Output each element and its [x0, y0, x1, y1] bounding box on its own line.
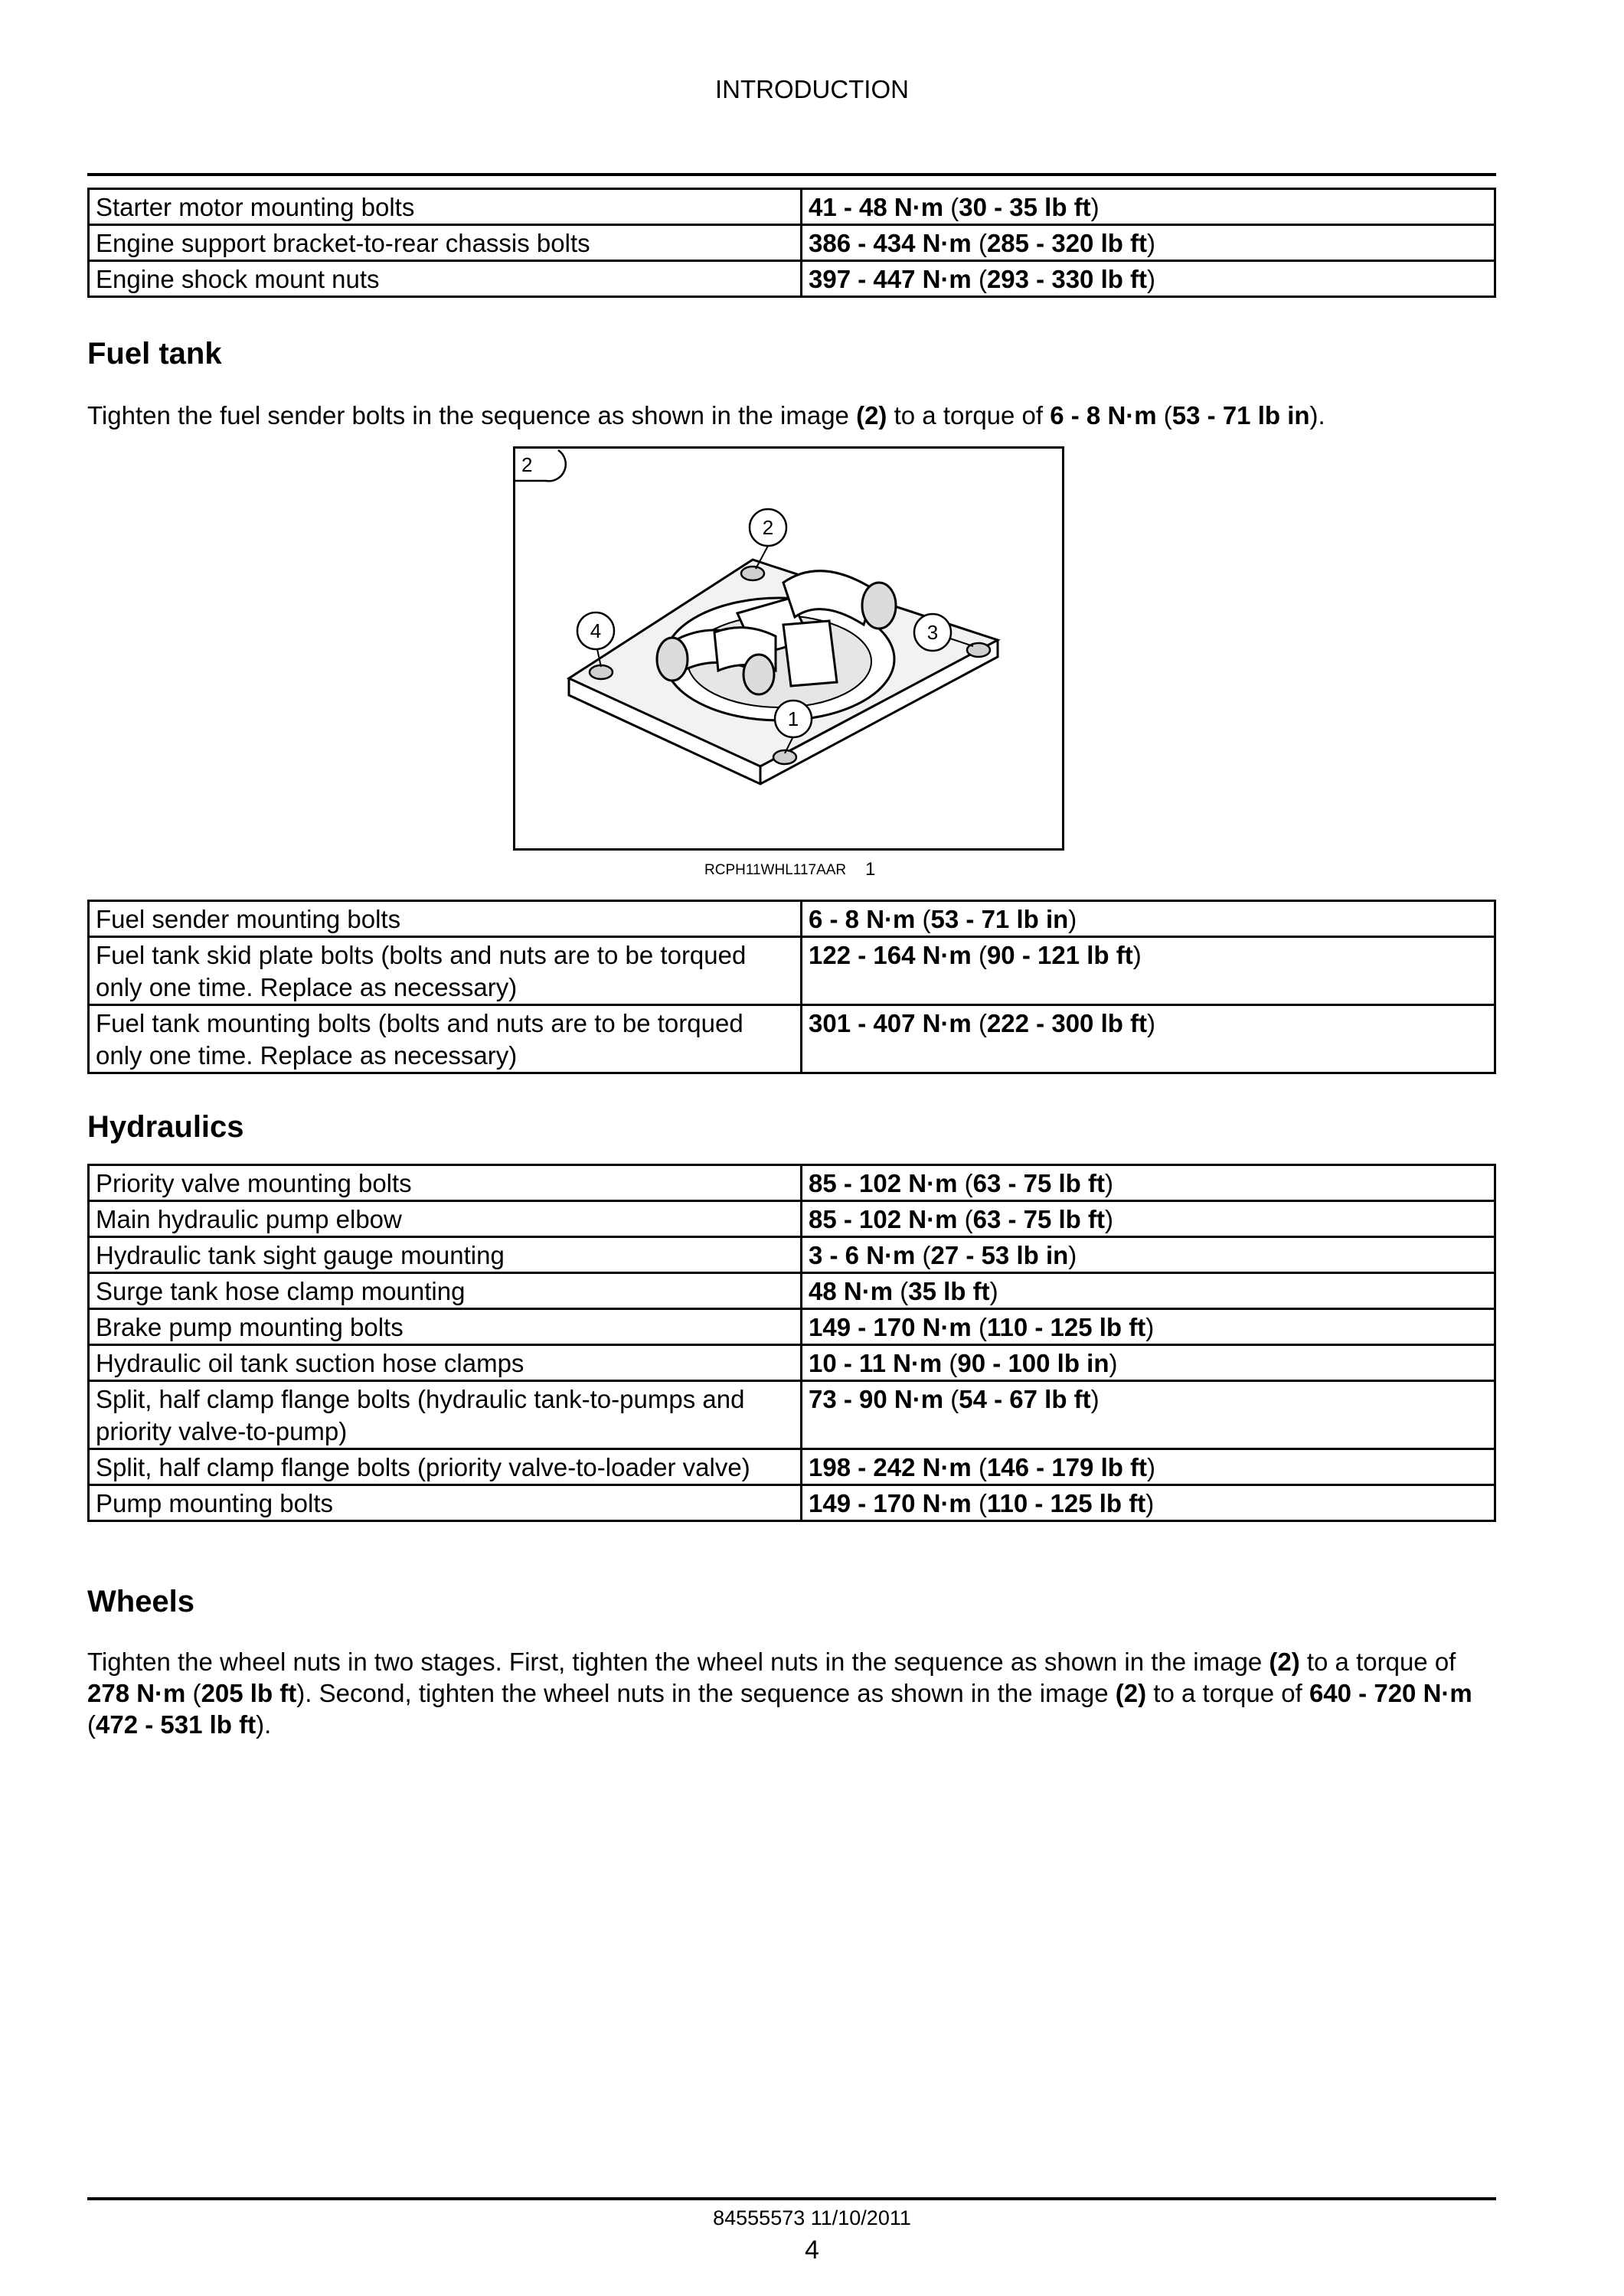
torque-item: Brake pump mounting bolts — [89, 1309, 802, 1345]
table-row — [89, 1273, 1495, 1309]
footer-rule — [87, 2197, 1496, 2200]
torque-item: Surge tank hose clamp mounting — [89, 1273, 802, 1309]
torque-value: 41 - 48 N·m (30 - 35 lb ft) — [802, 189, 1495, 225]
table-row — [89, 901, 1495, 937]
torque-value: 6 - 8 N·m (53 - 71 lb in) — [802, 901, 1495, 937]
callout-1-label: 1 — [787, 707, 799, 730]
figure-caption: RCPH11WHL117AAR — [704, 862, 847, 878]
pipe-end — [657, 638, 688, 681]
table-row — [89, 1309, 1495, 1345]
torque-item: Split, half clamp flange bolts (priority valve-to-loader valve) — [89, 1449, 802, 1485]
table-row — [89, 1201, 1495, 1237]
torque-value: 3 - 6 N·m (27 - 53 lb in) — [802, 1237, 1495, 1273]
torque-value: 48 N·m (35 lb ft) — [802, 1273, 1495, 1309]
section-heading-hydraulics: Hydraulics — [87, 1110, 244, 1144]
torque-item: Engine support bracket-to-rear chassis bolts — [89, 225, 802, 261]
torque-value: 386 - 434 N·m (285 - 320 lb ft) — [802, 225, 1495, 261]
torque-item: Hydraulic tank sight gauge mounting — [89, 1237, 802, 1273]
torque-item: Engine shock mount nuts — [89, 261, 802, 297]
document-id: 84555573 11/10/2011 — [713, 2206, 911, 2229]
page-number: 4 — [805, 2236, 819, 2265]
torque-item: Priority valve mounting bolts — [89, 1165, 802, 1201]
callout-2-label: 2 — [762, 516, 774, 539]
torque-value: 85 - 102 N·m (63 - 75 lb ft) — [802, 1201, 1495, 1237]
figure-number: 1 — [865, 859, 876, 880]
fuel-sender-figure — [513, 446, 1064, 851]
bolt-2-icon — [741, 567, 764, 580]
table-row — [89, 1005, 1495, 1073]
table-row — [89, 1381, 1495, 1449]
corner-label: 2 — [521, 453, 533, 476]
torque-item: Fuel sender mounting bolts — [89, 901, 802, 937]
bolt-4-icon — [590, 665, 613, 679]
torque-value: 149 - 170 N·m (110 - 125 lb ft) — [802, 1309, 1495, 1345]
fuel-sender-illustration — [515, 449, 1062, 848]
torque-value: 73 - 90 N·m (54 - 67 lb ft) — [802, 1381, 1495, 1449]
running-header: INTRODUCTION — [715, 75, 909, 103]
header-rule — [87, 173, 1496, 176]
torque-item: Fuel tank mounting bolts (bolts and nuts are to be torqued only one time. Replace as necessary) — [89, 1005, 802, 1073]
section-heading-fuel-tank: Fuel tank — [87, 337, 222, 371]
table-row — [89, 1237, 1495, 1273]
table-row — [89, 225, 1495, 261]
connector-block — [783, 621, 837, 686]
torque-value: 10 - 11 N·m (90 - 100 lb in) — [802, 1345, 1495, 1381]
callout-4-label: 4 — [590, 619, 602, 642]
torque-value: 85 - 102 N·m (63 - 75 lb ft) — [802, 1165, 1495, 1201]
torque-item: Pump mounting bolts — [89, 1485, 802, 1521]
callout-3-label: 3 — [926, 621, 939, 644]
pipe-end — [862, 583, 896, 629]
table-row — [89, 1165, 1495, 1201]
torque-item: Main hydraulic pump elbow — [89, 1201, 802, 1237]
torque-value: 301 - 407 N·m (222 - 300 lb ft) — [802, 1005, 1495, 1073]
torque-item: Starter motor mounting bolts — [89, 189, 802, 225]
table-row — [89, 189, 1495, 225]
wheels-instruction: Tighten the wheel nuts in two stages. First, tighten the wheel nuts in the sequence as shown in the image (2) to a torque of 278 N·m (205 lb ft). Second, tighten the wheel nuts in the sequence as shown in the image (2) to a torque of 640 - 720 N·m (472 - 531 lb ft). — [87, 1648, 1472, 1739]
torque-value: 149 - 170 N·m (110 - 125 lb ft) — [802, 1485, 1495, 1521]
pipe-end — [743, 655, 774, 694]
table-row — [89, 1345, 1495, 1381]
table-row — [89, 1485, 1495, 1521]
torque-value: 122 - 164 N·m (90 - 121 lb ft) — [802, 937, 1495, 1005]
engine-torque-table — [87, 188, 1496, 298]
table-row — [89, 937, 1495, 1005]
fuel-tank-instruction: Tighten the fuel sender bolts in the sequence as shown in the image (2) to a torque of 6 - 8 N·m (53 - 71 lb in). — [87, 401, 1325, 429]
section-heading-wheels: Wheels — [87, 1585, 195, 1618]
torque-value: 397 - 447 N·m (293 - 330 lb ft) — [802, 261, 1495, 297]
torque-item: Hydraulic oil tank suction hose clamps — [89, 1345, 802, 1381]
table-row — [89, 1449, 1495, 1485]
torque-value: 198 - 242 N·m (146 - 179 lb ft) — [802, 1449, 1495, 1485]
torque-item: Split, half clamp flange bolts (hydraulic tank-to-pumps and priority valve-to-pump) — [89, 1381, 802, 1449]
torque-item: Fuel tank skid plate bolts (bolts and nuts are to be torqued only one time. Replace as necessary) — [89, 937, 802, 1005]
fuel-tank-torque-table — [87, 900, 1496, 1074]
hydraulics-torque-table — [87, 1164, 1496, 1522]
table-row — [89, 261, 1495, 297]
